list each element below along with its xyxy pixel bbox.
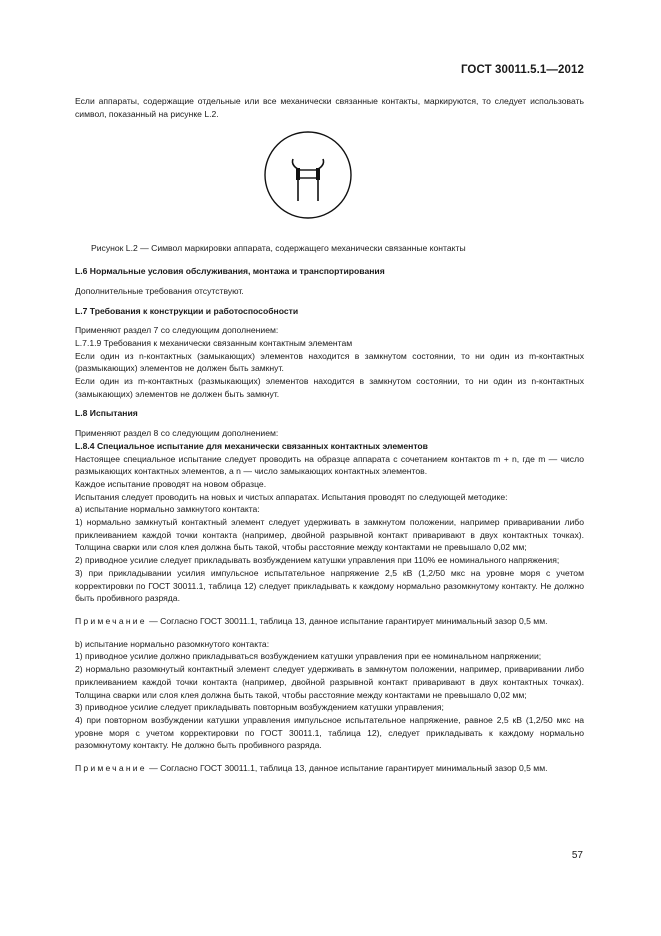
- section-l8-subheading: L.8.4 Специальное испытание для механически связанных контактных элементов: [75, 440, 428, 451]
- figure-l2: [75, 120, 584, 242]
- list-item-a1: 1) нормально замкнутый контактный элемент следует удерживать в замкнутом положении, например приваривании либо приклеиванием каждой точки контакта (например, двойной разрывной контакт приваривают в двух контактных точках). Толщина сварки или слоя клея должна быть такой, чтобы расстояние между контактами не превышало 0,02 мм;: [75, 517, 584, 553]
- list-item-b3: 3) приводное усилие следует прикладывать повторным возбуждением катушки управления;: [75, 702, 444, 713]
- mechanically-linked-contacts-symbol-icon: [263, 130, 353, 220]
- section-l6-text: Дополнительные требования отсутствуют.: [75, 285, 244, 296]
- list-item-a: a) испытание нормально замкнутого контакта:: [75, 504, 260, 515]
- section-l8-heading: L.8 Испытания: [75, 408, 138, 419]
- list-item-a2: 2) приводное усилие следует прикладывать возбуждением катушки управления при 110% ее номинального напряжения;: [75, 555, 560, 566]
- list-item-b4: 4) при повторном возбуждении катушки управления импульсное испытательное напряжение, равное 2,5 кВ (1,2/50 мкс на уровне моря с учетом корректировки по ГОСТ 30011.1, таблица 12), следует прикладывать к каждому нормально разомкнутому контакту. Не должно быть пробивного разряда.: [75, 714, 584, 751]
- document-header: ГОСТ 30011.5.1—2012: [460, 64, 584, 76]
- section-l7-paragraph: Применяют раздел 7 со следующим дополнением:: [75, 325, 279, 336]
- document-body: [75, 95, 584, 775]
- note-label: Примечание: [75, 763, 147, 774]
- intro-paragraph: Если аппараты, содержащие отдельные или все механически связанные контакты, маркируются, то следует использовать символ, показанный на рисунке L.2.: [75, 96, 584, 119]
- note-1: [75, 615, 584, 628]
- section-l7-paragraph: Если один из n-контактных (замыкающих) элементов находится в замкнутом состоянии, то ни один из m-контактных (размыкающих) элементов не должен быть замкнут.: [75, 350, 584, 374]
- section-l6-heading: L.6 Нормальные условия обслуживания, монтажа и транспортирования: [75, 266, 385, 277]
- list-item-b1: 1) приводное усилие должно прикладываться возбуждением катушки управления при ее номинальном напряжении;: [75, 651, 542, 662]
- section-l8-paragraph: Применяют раздел 8 со следующим дополнением:: [75, 428, 279, 439]
- note-label: Примечание: [75, 615, 147, 626]
- note-2: [75, 762, 584, 775]
- note-text: — Согласно ГОСТ 30011.1, таблица 13, данное испытание гарантирует минимальный зазор 0,5 мм.: [146, 615, 548, 626]
- page-number: 57: [571, 850, 583, 861]
- note-text: — Согласно ГОСТ 30011.1, таблица 13, данное испытание гарантирует минимальный зазор 0,5 мм.: [146, 763, 548, 774]
- list-item-b: b) испытание нормально разомкнутого контакта:: [75, 638, 270, 649]
- section-l8-paragraph: Каждое испытание проводят на новом образце.: [75, 478, 267, 489]
- section-l8-paragraph: Испытания следует проводить на новых и чистых аппаратах. Испытания проводят по следующей методике:: [75, 491, 508, 502]
- section-l8-paragraph: Настоящее специальное испытание следует проводить на образце аппарата с сочетанием контактов m + n, где m — число размыкающих контактных элементов, a n — число замыкающих контактных элементов.: [75, 453, 584, 477]
- section-l7-heading: L.7 Требования к конструкции и работоспособности: [75, 305, 299, 316]
- section-l7-paragraph: Если один из m-контактных (размыкающих) элементов находится в замкнутом состоянии, то ни один из n-контактных (замыкающих) элементов не должен быть замкнут.: [75, 376, 584, 399]
- figure-caption: Рисунок L.2 — Символ маркировки аппарата, содержащего механически связанные контакты: [91, 243, 466, 254]
- list-item-a3: 3) при прикладывании усилия импульсное испытательное напряжение 2,5 кВ (1,2/50 мкс на уровне моря с учетом корректировки по ГОСТ 30011.1, таблица 12) следует прикладывать к каждому нормально разомкнутому контакту. Не должно быть пробивного разряда.: [75, 567, 584, 604]
- section-l7-subheading: L.7.1.9 Требования к механически связанным контактным элементам: [75, 337, 353, 348]
- list-item-b2: 2) нормально разомкнутый контактный элемент следует удерживать в замкнутом положении, например, приваривании либо приклеиванием каждой точки контакта (например, двойной разрывной контакт приваривают в двух контактных точках). Толщина сварки или слоя клея должна быть такой, чтобы расстояние между контактами не превышало 0,02 мм;: [75, 664, 584, 700]
